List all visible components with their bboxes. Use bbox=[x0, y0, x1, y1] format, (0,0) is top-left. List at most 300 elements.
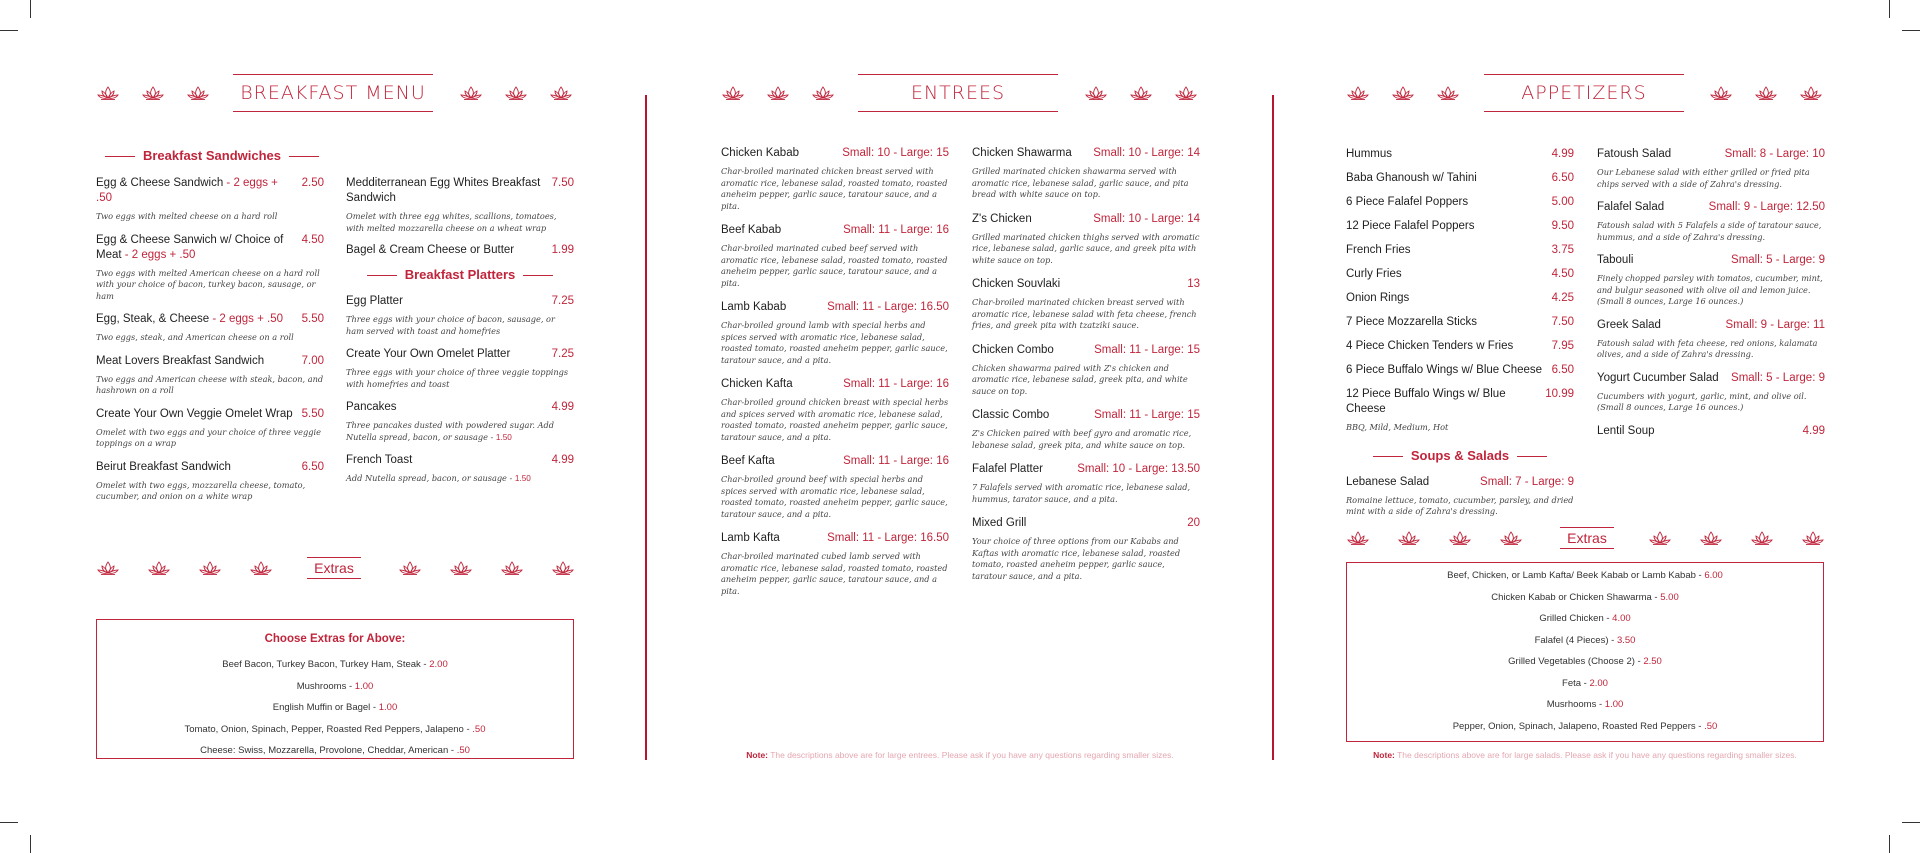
menu-item-name-text: Meat Lovers Breakfast Sandwich bbox=[96, 354, 265, 367]
menu-item-description bbox=[972, 297, 1200, 332]
menu-item bbox=[1597, 200, 1825, 243]
menu-item-name: 12 Piece Falafel Poppers bbox=[1346, 220, 1475, 232]
menu-item bbox=[96, 233, 324, 303]
menu-item-name: Hummus bbox=[1346, 148, 1393, 160]
menu-item bbox=[96, 460, 324, 503]
menu-item-price: 5.50 bbox=[301, 313, 324, 325]
menu-item-name bbox=[1597, 200, 1672, 215]
menu-item-price: 7.50 bbox=[1551, 316, 1574, 328]
menu-item-description bbox=[972, 482, 1200, 505]
menu-item-price: 6.50 bbox=[301, 460, 324, 473]
lotus-icon bbox=[96, 560, 120, 576]
extras-line-text: Beef Bacon, Turkey Bacon, Turkey Ham, Steak - bbox=[222, 659, 430, 670]
menu-item-name-text: Beef Kafta bbox=[721, 455, 775, 467]
extras-line-price: 5.00 bbox=[1660, 591, 1679, 603]
menu-item-description-text: Char-broiled ground lamb with special herbs and spices served with aromatic rice, lebanese salad, roasted tomato, roasted aneheim pepper, garlic sauce, taratour sauce, and a pita. bbox=[721, 320, 948, 365]
menu-item-name bbox=[721, 531, 788, 546]
menu-item-name bbox=[972, 343, 1062, 358]
menu-item-description bbox=[346, 314, 574, 337]
menu-item-description bbox=[346, 420, 574, 443]
menu-item-description bbox=[972, 232, 1200, 267]
menu-item-description-text: Omelet with two eggs, mozzarella cheese, tomato, cucumber, and onion on a white wrap bbox=[96, 479, 306, 501]
menu-item-name bbox=[96, 460, 239, 475]
menu-item-price: 10.99 bbox=[1545, 388, 1574, 400]
lotus-icon bbox=[1799, 85, 1823, 101]
menu-item-name bbox=[346, 400, 405, 415]
menu-item-description bbox=[721, 243, 949, 289]
menu-item-name bbox=[346, 294, 411, 309]
menu-item-name-text: Lamb Kafta bbox=[721, 532, 780, 544]
menu-item-price: Small: 10 - Large: 15 bbox=[842, 147, 949, 159]
menu-item-description bbox=[346, 473, 574, 485]
note-label: Note: bbox=[1373, 750, 1395, 760]
menu-item bbox=[346, 294, 574, 337]
menu-item-row bbox=[96, 312, 324, 327]
menu-item-row bbox=[1597, 371, 1825, 386]
menu-item-description bbox=[972, 428, 1200, 451]
column-divider bbox=[1272, 95, 1274, 760]
crop-mark bbox=[1902, 30, 1920, 31]
breakfast-panel bbox=[96, 70, 574, 760]
menu-item-row bbox=[346, 243, 574, 258]
menu-item-row bbox=[1597, 200, 1825, 215]
menu-item-description-text: Our Lebanese salad with either grilled or fried pita chips served with a side of Zahra's dressing. bbox=[1597, 167, 1810, 189]
menu-item-row bbox=[721, 300, 949, 315]
menu-item-name: 6 Piece Falafel Poppers bbox=[1346, 196, 1469, 208]
menu-item-row bbox=[1346, 475, 1574, 490]
menu-item-name-text: Chicken Kabab bbox=[721, 147, 799, 159]
menu-item-name-text: Lentil Soup bbox=[1597, 424, 1655, 437]
menu-item-description-text: Your choice of three options from our Kababs and Kaftas with aromatic rice, lebanese salad, roasted tomato, roasted aneheim pepper, garlic sauce, taratour sauce, and a pita. bbox=[972, 536, 1181, 581]
extras-line bbox=[1347, 630, 1823, 652]
section-title-text: Soups & Salads bbox=[1410, 447, 1510, 463]
menu-item-price: Small: 10 - Large: 14 bbox=[1093, 147, 1200, 159]
menu-item-name-text: Greek Salad bbox=[1597, 318, 1661, 331]
menu-item-description-text: Omelet with two eggs and your choice of three veggie toppings on a wrap bbox=[96, 426, 321, 448]
appetizers-panel bbox=[1346, 70, 1824, 760]
menu-item-name: 6 Piece Buffalo Wings w/ Blue Cheese bbox=[1346, 364, 1543, 376]
menu-item-row bbox=[1597, 424, 1825, 439]
menu-item-name-text: Create Your Own Veggie Omelet Wrap bbox=[96, 407, 293, 420]
menu-item-price: Small: 11 - Large: 16 bbox=[843, 455, 949, 467]
menu-item-name-text: Beirut Breakfast Sandwich bbox=[96, 460, 231, 473]
menu-item-row bbox=[96, 233, 324, 263]
extras-line-price: 1.00 bbox=[378, 702, 398, 713]
section-title-text: Breakfast Platters bbox=[404, 267, 516, 282]
menu-item-row bbox=[972, 212, 1200, 227]
appetizers-column-1 bbox=[1346, 147, 1574, 526]
menu-item-price: 13 bbox=[1187, 278, 1200, 290]
menu-item-name bbox=[1597, 318, 1669, 333]
menu-item-description bbox=[1346, 495, 1574, 518]
menu-item-price: 4.50 bbox=[1551, 268, 1574, 280]
menu-item-name-text: Fatoush Salad bbox=[1597, 148, 1672, 160]
menu-item-description-text: Two eggs with melted American cheese on a hard roll with your choice of bacon, turkey bacon, sausage, or ham bbox=[96, 267, 320, 301]
menu-item-row bbox=[721, 531, 949, 546]
menu-item-description-text: Fatoush salad with feta cheese, red onions, kalamata olives, and a side of Zahra's dressing. bbox=[1597, 337, 1818, 359]
menu-item-name-text: Egg Platter bbox=[346, 295, 403, 307]
menu-item-description-text: Chicken shawarma paired with Z's chicken and aromatic rice, lebanese salad, greek pita, and white sauce on top. bbox=[972, 362, 1188, 396]
menu-item bbox=[346, 176, 574, 234]
lotus-icon bbox=[1084, 85, 1108, 101]
menu-item-description bbox=[96, 332, 324, 344]
menu-item-row bbox=[721, 146, 949, 161]
menu-item-description bbox=[346, 211, 574, 234]
entrees-note bbox=[721, 750, 1199, 760]
appetizers-header bbox=[1346, 74, 1824, 112]
menu-item-description-text: Add Nutella spread, bacon, or sausage - bbox=[346, 473, 515, 483]
menu-item-description bbox=[972, 536, 1200, 582]
menu-item bbox=[972, 343, 1200, 398]
lotus-icon bbox=[1397, 530, 1421, 546]
menu-item-name-text: Lebanese Salad bbox=[1346, 475, 1430, 488]
menu-item-row bbox=[1597, 253, 1825, 268]
extras-line bbox=[97, 654, 573, 676]
entrees-header bbox=[721, 74, 1199, 112]
extras-line-text: Grilled Vegetables (Choose 2) - bbox=[1508, 656, 1644, 667]
menu-item-price: 4.99 bbox=[1551, 148, 1574, 160]
menu-item-row bbox=[972, 516, 1200, 531]
menu-item bbox=[1597, 371, 1825, 414]
menu-item-price: Small: 5 - Large: 9 bbox=[1731, 371, 1825, 384]
menu-item-description bbox=[96, 268, 324, 303]
menu-item-name-text: Yogurt Cucumber Salad bbox=[1597, 371, 1719, 384]
menu-item-description bbox=[346, 367, 574, 390]
menu-item-name-text: Lamb Kabab bbox=[721, 301, 787, 313]
extras-box bbox=[96, 619, 574, 759]
menu-item bbox=[346, 400, 574, 443]
extras-line bbox=[1347, 716, 1823, 738]
menu-item-description-text: Grilled marinated chicken thighs served with aromatic rice, lebanese salad, garlic sauce, and greek pita with white sauce on top. bbox=[972, 231, 1200, 265]
extras-line bbox=[1347, 608, 1823, 630]
extras-line bbox=[1347, 565, 1823, 587]
extras-box-title: Choose Extras for Above: bbox=[264, 633, 406, 645]
lotus-icon bbox=[1129, 85, 1153, 101]
menu-item-name bbox=[1346, 475, 1437, 490]
crop-mark bbox=[30, 835, 31, 853]
entrees-panel bbox=[721, 70, 1199, 760]
menu-item-name-text: Egg & Cheese Sandwich bbox=[96, 177, 224, 189]
menu-item-description bbox=[721, 320, 949, 366]
extras-line-price: 1.00 bbox=[354, 680, 374, 692]
menu-item bbox=[972, 212, 1200, 267]
extras-box bbox=[1346, 562, 1824, 742]
wings-flavors: BBQ, Mild, Medium, Hot bbox=[1346, 422, 1449, 432]
menu-item-price: Small: 11 - Large: 16.50 bbox=[827, 532, 949, 544]
menu-item bbox=[972, 516, 1200, 582]
menu-item bbox=[346, 243, 574, 258]
menu-item bbox=[96, 176, 324, 223]
menu-item-price: 4.50 bbox=[301, 233, 324, 246]
menu-item-row bbox=[96, 176, 324, 206]
breakfast-header bbox=[96, 74, 574, 112]
menu-item-row bbox=[972, 462, 1200, 477]
menu-item-price: 7.95 bbox=[1551, 340, 1574, 352]
note-label: Note: bbox=[746, 750, 769, 760]
menu-item-row bbox=[1597, 318, 1825, 333]
lotus-icon bbox=[811, 85, 835, 101]
lotus-icon bbox=[141, 85, 165, 101]
entrees-column-1 bbox=[721, 146, 949, 608]
extras-header: Extras bbox=[307, 557, 361, 579]
section-title bbox=[346, 267, 574, 282]
menu-item-description bbox=[972, 363, 1200, 398]
menu-item-description bbox=[721, 397, 949, 443]
menu-item-row bbox=[1346, 147, 1574, 162]
extras-line-text: Chicken Kabab or Chicken Shawarma - bbox=[1491, 591, 1661, 603]
lotus-icon bbox=[186, 85, 210, 101]
extras-line bbox=[97, 740, 573, 762]
menu-item-name bbox=[721, 377, 801, 392]
menu-item-name bbox=[1597, 147, 1679, 162]
menu-item bbox=[96, 312, 324, 344]
menu-item-description-text: Omelet with three egg whites, scallions, tomatoes, with melted mozzarella cheese on a wheat wrap bbox=[346, 211, 557, 233]
menu-item-row bbox=[972, 343, 1200, 358]
menu-item-description bbox=[1597, 273, 1825, 308]
lotus-icon bbox=[147, 560, 171, 576]
menu-item-name bbox=[721, 146, 807, 161]
appetizers-note bbox=[1346, 750, 1824, 760]
menu-item-price: 4.99 bbox=[551, 454, 574, 466]
menu-item-name-text: Beef Kabab bbox=[721, 224, 782, 236]
menu-item-name-text: Chicken Kafta bbox=[721, 378, 793, 390]
menu-item-name bbox=[96, 354, 272, 369]
menu-item-row bbox=[1346, 267, 1574, 282]
menu-item-name bbox=[346, 176, 552, 206]
lotus-icon bbox=[1750, 530, 1774, 546]
menu-item bbox=[972, 462, 1200, 505]
menu-item-description bbox=[96, 427, 324, 450]
lotus-icon bbox=[459, 85, 483, 101]
entrees-column-2 bbox=[972, 146, 1200, 593]
menu-item-description-text: Char-broiled marinated cubed lamb served with aromatic rice, lebanese salad, roasted tomato, roasted aneheim pepper, garlic sauce, taratour sauce, and a pita. bbox=[721, 551, 948, 596]
menu-item-price: 7.25 bbox=[551, 295, 574, 307]
menu-item-description-text: Cucumbers with yogurt, garlic, mint, and olive oil. (Small 8 ounces, Large 16 ounces.) bbox=[1597, 390, 1807, 412]
menu-item-description-text: Char-broiled marinated cubed beef served with aromatic rice, lebanese salad, roasted tomato, roasted aneheim pepper, garlic sauce, taratour sauce, and a pita. bbox=[721, 243, 948, 288]
menu-item-extra: - 2 eggs + .50 bbox=[209, 313, 283, 325]
menu-item-description-text: Fatoush salad with 5 Falafels a side of taratour sauce, hummus, and a side of Zahra's dressing. bbox=[1597, 220, 1822, 242]
menu-item-price: 5.50 bbox=[301, 407, 324, 420]
menu-item-description bbox=[1597, 391, 1825, 414]
extras-line-price: 6.00 bbox=[1704, 570, 1723, 581]
menu-item-price: 3.75 bbox=[1551, 244, 1574, 256]
breakfast-column-2 bbox=[346, 176, 574, 495]
extras-line-text: Grilled Chicken - bbox=[1539, 613, 1613, 624]
menu-item-description-text: Char-broiled ground beef with special herbs and spices served with aromatic rice, lebanese salad, roasted tomato, roasted aneheim pepper, garlic sauce, taratour sauce, and a pita. bbox=[721, 474, 948, 519]
appetizers-column-2 bbox=[1597, 147, 1825, 449]
section-title-text: Breakfast Sandwiches bbox=[142, 148, 281, 163]
menu-item-name-text: Medditerranean Egg Whites Breakfast Sandwich bbox=[346, 177, 541, 204]
menu-item-description bbox=[96, 211, 324, 223]
menu-item-extra: - 2 eggs + .50 bbox=[96, 177, 278, 204]
menu-item bbox=[346, 347, 574, 390]
crop-mark bbox=[1889, 835, 1890, 853]
crop-mark bbox=[1902, 822, 1920, 823]
extras-line-price: 1.00 bbox=[1604, 699, 1624, 710]
menu-item-row bbox=[721, 223, 949, 238]
menu-item-name-text: Z's Chicken bbox=[972, 212, 1032, 225]
menu-item-price: Small: 8 - Large: 10 bbox=[1724, 148, 1825, 160]
menu-item-description-price: 1.50 bbox=[514, 474, 531, 483]
lotus-icon bbox=[500, 560, 524, 576]
menu-item-name-text: Classic Combo bbox=[972, 409, 1050, 421]
menu-item-name: 12 Piece Buffalo Wings w/ Blue Cheese bbox=[1346, 388, 1506, 415]
menu-item-name bbox=[1597, 253, 1641, 268]
menu-item-extra: - 2 eggs + .50 bbox=[121, 248, 196, 261]
menu-item-price: 7.00 bbox=[301, 354, 324, 367]
menu-item-row bbox=[1346, 387, 1574, 417]
menu-item-price: 9.50 bbox=[1551, 220, 1574, 232]
menu-item-name-text: French Toast bbox=[346, 454, 413, 466]
crop-mark bbox=[0, 822, 18, 823]
menu-item-price: 4.99 bbox=[1802, 424, 1825, 437]
menu-item-name bbox=[346, 453, 420, 468]
menu-item-row bbox=[721, 454, 949, 469]
lotus-icon bbox=[551, 560, 575, 576]
menu-item-price: Small: 9 - Large: 11 bbox=[1725, 318, 1825, 331]
crop-mark bbox=[30, 0, 31, 18]
menu-item bbox=[346, 453, 574, 485]
menu-item-description-text: Three eggs with your choice of three veggie toppings with homefries and toast bbox=[346, 367, 569, 389]
page-title: BREAKFAST MENU bbox=[233, 74, 433, 112]
breakfast-column-1 bbox=[96, 176, 324, 513]
menu-item bbox=[721, 454, 949, 520]
menu-item-description bbox=[1597, 167, 1825, 190]
menu-item-row bbox=[96, 407, 324, 422]
menu-item-name: Curly Fries bbox=[1346, 268, 1402, 280]
menu-item-row bbox=[1346, 363, 1574, 378]
menu-item-price: Small: 10 - Large: 14 bbox=[1093, 212, 1200, 225]
menu-item-name bbox=[346, 347, 518, 362]
menu-item-description bbox=[721, 551, 949, 597]
menu-item-name bbox=[972, 212, 1040, 227]
menu-item-price: 6.50 bbox=[1551, 172, 1574, 184]
menu-item-name bbox=[721, 454, 783, 469]
menu-item-description-text: Two eggs and American cheese with steak, bacon, and hashrown on a roll bbox=[96, 373, 324, 395]
menu-item-row bbox=[1597, 147, 1825, 162]
menu-item-name-text: Chicken Souvlaki bbox=[972, 278, 1061, 290]
extras-line-price: 3.50 bbox=[1616, 634, 1636, 646]
menu-item bbox=[1597, 147, 1825, 190]
extras-line-price: 2.00 bbox=[429, 659, 448, 670]
menu-item-row bbox=[96, 354, 324, 369]
menu-item bbox=[721, 531, 949, 597]
crop-mark bbox=[1889, 0, 1890, 18]
menu-item bbox=[96, 354, 324, 397]
menu-item bbox=[1597, 253, 1825, 308]
menu-item-description bbox=[972, 166, 1200, 201]
menu-item bbox=[721, 223, 949, 289]
menu-item-price: Small: 5 - Large: 9 bbox=[1731, 254, 1825, 266]
extras-line bbox=[1347, 673, 1823, 695]
lotus-icon bbox=[1346, 530, 1370, 546]
section-title bbox=[1346, 448, 1574, 463]
lotus-icon bbox=[1346, 85, 1370, 101]
extras-line bbox=[97, 719, 573, 741]
menu-item-description bbox=[721, 166, 949, 212]
extras-line bbox=[1347, 587, 1823, 609]
lotus-icon bbox=[1436, 85, 1460, 101]
menu-item-price: 4.99 bbox=[551, 401, 574, 413]
extras-line-text: Tomato, Onion, Spinach, Pepper, Roasted Red Peppers, Jalapeno - bbox=[184, 723, 473, 735]
menu-item-description-text: Two eggs, steak, and American cheese on a roll bbox=[96, 332, 294, 342]
extras-line-text: Feta - bbox=[1562, 677, 1590, 689]
menu-item-name bbox=[972, 146, 1080, 161]
menu-item-name bbox=[721, 223, 789, 238]
menu-item-name bbox=[96, 233, 302, 263]
menu-item-price: 1.99 bbox=[551, 244, 574, 256]
menu-item-row bbox=[972, 146, 1200, 161]
extras-line-text: Falafel (4 Pieces) - bbox=[1534, 634, 1617, 646]
menu-item-description-text: 7 Falafels served with aromatic rice, lebanese salad, hummus, tarator sauce, and a pita. bbox=[972, 482, 1191, 504]
menu-item-name-text: Mixed Grill bbox=[972, 517, 1027, 529]
menu-item-row bbox=[1346, 339, 1574, 354]
extras-line-price: .50 bbox=[456, 745, 470, 756]
menu-item-row bbox=[1346, 315, 1574, 330]
menu-item-name-text: Falafel Platter bbox=[972, 463, 1043, 475]
lotus-icon bbox=[1709, 85, 1733, 101]
menu-item-name-text: Egg & Cheese Sanwich w/ Choice of Meat bbox=[96, 233, 284, 261]
lotus-icon bbox=[549, 85, 573, 101]
menu-item bbox=[1597, 424, 1825, 439]
menu-item-description-text: Romaine lettuce, tomato, cucumber, parsley, and dried mint with a side of Zahra's dressing. bbox=[1346, 494, 1574, 516]
menu-item-price: Small: 11 - Large: 16 bbox=[843, 224, 949, 236]
lotus-icon bbox=[1699, 530, 1723, 546]
lotus-icon bbox=[1499, 530, 1523, 546]
menu-item-row bbox=[1346, 291, 1574, 306]
menu-item-price: 2.50 bbox=[301, 177, 324, 189]
menu-item-row bbox=[346, 294, 574, 309]
menu-item-row bbox=[1346, 219, 1574, 234]
menu-item-row bbox=[972, 408, 1200, 423]
menu-item-price: Small: 10 - Large: 13.50 bbox=[1077, 463, 1200, 475]
menu-item-description-text: Char-broiled marinated chicken breast served with aromatic rice, lebanese salad, roasted tomato, roasted aneheim pepper, garlic sauce, taratour sauce, and a pita. bbox=[721, 166, 948, 211]
menu-item-price: 7.25 bbox=[551, 348, 574, 360]
menu-item-name bbox=[972, 408, 1057, 423]
lotus-icon bbox=[398, 560, 422, 576]
menu-item-name-text: Falafel Salad bbox=[1597, 201, 1665, 213]
menu-item-name-text: Egg, Steak, & Cheese bbox=[96, 313, 210, 325]
extras-line-price: 2.00 bbox=[1589, 677, 1608, 689]
menu-item-price: Small: 7 - Large: 9 bbox=[1480, 475, 1574, 488]
menu-item bbox=[721, 377, 949, 443]
lotus-icon bbox=[96, 85, 120, 101]
menu-item-name-text: Chicken Combo bbox=[972, 343, 1054, 356]
lotus-icon bbox=[1391, 85, 1415, 101]
menu-item-name bbox=[346, 243, 522, 258]
menu-item-description-text: Three eggs with your choice of bacon, sausage, or ham served with toast and homefries bbox=[346, 314, 555, 336]
menu-item-name-text: Tabouli bbox=[1597, 254, 1634, 266]
menu-item-description-price: 1.50 bbox=[495, 432, 512, 442]
menu-item-price: 5.00 bbox=[1551, 196, 1574, 208]
extras-line-text: English Muffin or Bagel - bbox=[272, 702, 379, 713]
menu-item-name-text: Create Your Own Omelet Platter bbox=[346, 348, 511, 360]
section-title bbox=[96, 148, 328, 163]
menu-item-name: French Fries bbox=[1346, 244, 1411, 256]
menu-item-price: Small: 11 - Large: 15 bbox=[1094, 409, 1200, 421]
menu-item-price: 7.50 bbox=[551, 177, 574, 189]
menu-item-description-text: Two eggs with melted cheese on a hard roll bbox=[96, 211, 278, 221]
menu-item-description-text: Char-broiled marinated chicken breast served with aromatic rice, lebanese salad with feta cheese, french fries, and greek pita with tzatziki sauce. bbox=[972, 297, 1197, 330]
extras-line-text: Beef, Chicken, or Lamb Kafta/ Beek Kabab or Lamb Kabab - bbox=[1447, 570, 1705, 581]
menu-item-description bbox=[1597, 338, 1825, 361]
menu-item-description bbox=[96, 480, 324, 503]
menu-item-name bbox=[1597, 371, 1727, 386]
menu-item bbox=[972, 146, 1200, 201]
extras-line bbox=[97, 697, 573, 719]
menu-item-price: Small: 11 - Large: 15 bbox=[1094, 343, 1200, 356]
menu-item-price: 4.25 bbox=[1551, 292, 1574, 304]
